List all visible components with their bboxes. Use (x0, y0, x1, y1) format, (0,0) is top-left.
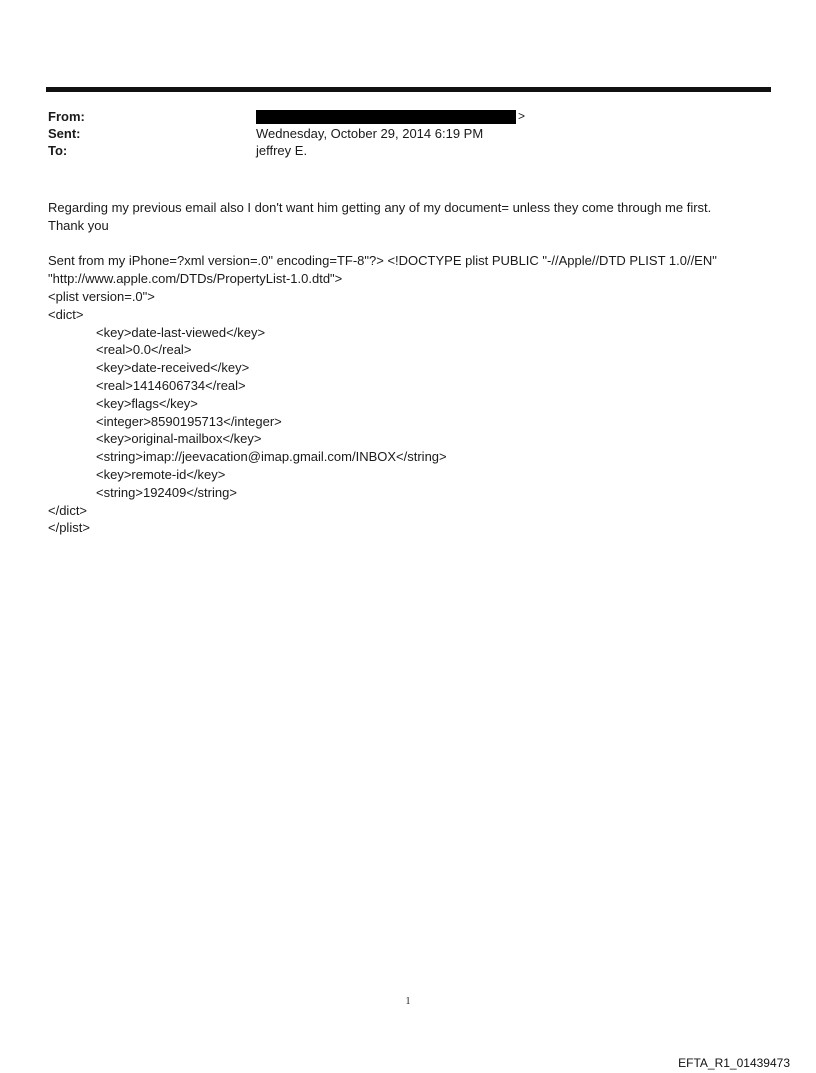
redaction-box (256, 110, 516, 124)
paragraph-gap (48, 235, 773, 253)
sent-label: Sent: (48, 126, 81, 141)
message-body (48, 199, 773, 537)
from-value-tail: > (518, 109, 526, 123)
dict-close-tag: </dict> (48, 502, 88, 518)
dict-entry: <key>date-last-viewed</key> (96, 324, 266, 340)
page-number: 1 (405, 996, 411, 1007)
from-row (48, 108, 748, 125)
dict-entry: <string>imap://jeevacation@imap.gmail.com/INBOX</string> (96, 449, 447, 465)
to-row (48, 142, 748, 159)
dict-entry: <key>original-mailbox</key> (96, 431, 262, 447)
bates-number: EFTA_R1_01439473 (678, 1056, 790, 1070)
email-header (48, 108, 748, 159)
dict-entry: <key>date-received</key> (96, 360, 250, 376)
to-label: To: (48, 143, 68, 158)
dict-entry: <integer>8590195713</integer> (96, 413, 282, 429)
message-line: Regarding my previous email also I don't want him getting any of my document= unless they come through me first. (48, 200, 712, 215)
plist-open-tag: <plist version=.0"> (48, 288, 155, 304)
plist-close-tag: </plist> (48, 520, 90, 536)
sent-row (48, 125, 748, 142)
from-value (256, 108, 525, 125)
dict-entry: <real>1414606734</real> (96, 377, 246, 393)
dict-entry: <key>remote-id</key> (96, 466, 226, 482)
dict-entry: <real>0.0</real> (96, 342, 192, 358)
dict-entry: <string>192409</string> (96, 484, 237, 500)
to-value: jeffrey E. (256, 143, 308, 158)
dict-entry: <key>flags</key> (96, 395, 198, 411)
dict-open-tag: <dict> (48, 306, 84, 322)
message-line: Thank you (48, 217, 109, 233)
signature-line: Sent from my iPhone=?xml version=.0" encoding=TF-8"?> <!DOCTYPE plist PUBLIC "-//Apple//DTD PLIST 1.0//EN" (48, 253, 717, 269)
sent-value: Wednesday, October 29, 2014 6:19 PM (256, 126, 484, 141)
from-label: From: (48, 109, 85, 124)
signature-line: "http://www.apple.com/DTDs/PropertyList-1.0.dtd"> (48, 271, 343, 287)
header-divider (46, 87, 771, 92)
